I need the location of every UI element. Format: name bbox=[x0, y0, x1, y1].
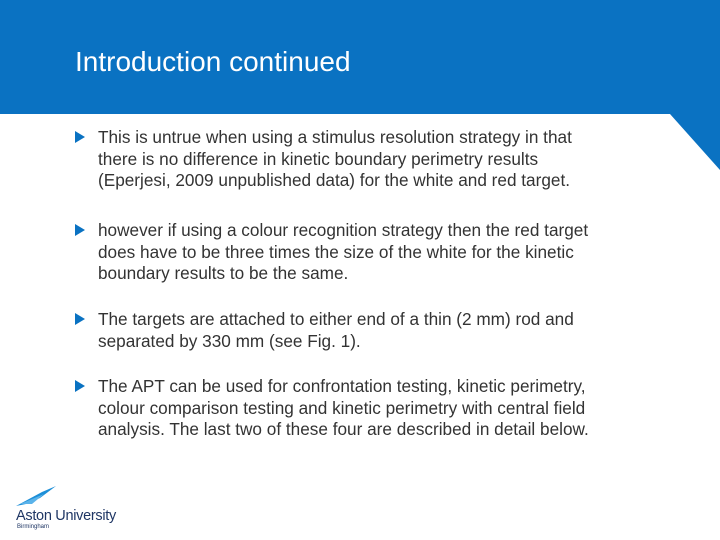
bullet-text: The targets are attached to either end of a thin (2 mm) rod and separated by 330 mm (see Fig. 1). bbox=[98, 309, 574, 351]
bullet-text: however if using a colour recognition strategy then the red target does have to be three times the size of the white for the kinetic boundary results to be the same. bbox=[98, 220, 589, 283]
bullet-text: The APT can be used for confrontation testing, kinetic perimetry, colour comparison testing and kinetic perimetry with central field analysis. The last two of these four are described in detail below. bbox=[98, 376, 589, 439]
bullet-item bbox=[74, 220, 674, 285]
slide-title: Introduction continued bbox=[75, 46, 351, 77]
bullet-item bbox=[74, 376, 674, 441]
bullet-item bbox=[74, 309, 674, 352]
triangle-right-icon bbox=[74, 379, 86, 393]
logo-wordmark: Aston University bbox=[16, 508, 116, 524]
triangle-right-icon bbox=[74, 130, 86, 144]
logo-location: Birmingham bbox=[17, 524, 50, 530]
triangle-right-icon bbox=[74, 312, 86, 326]
bullet-item bbox=[74, 127, 674, 192]
bullet-text: This is untrue when using a stimulus resolution strategy in that there is no difference in kinetic boundary perimetry results (Eperjesi, 2009 unpublished data) for the white and red target. bbox=[98, 127, 572, 190]
triangle-right-icon bbox=[74, 223, 86, 237]
